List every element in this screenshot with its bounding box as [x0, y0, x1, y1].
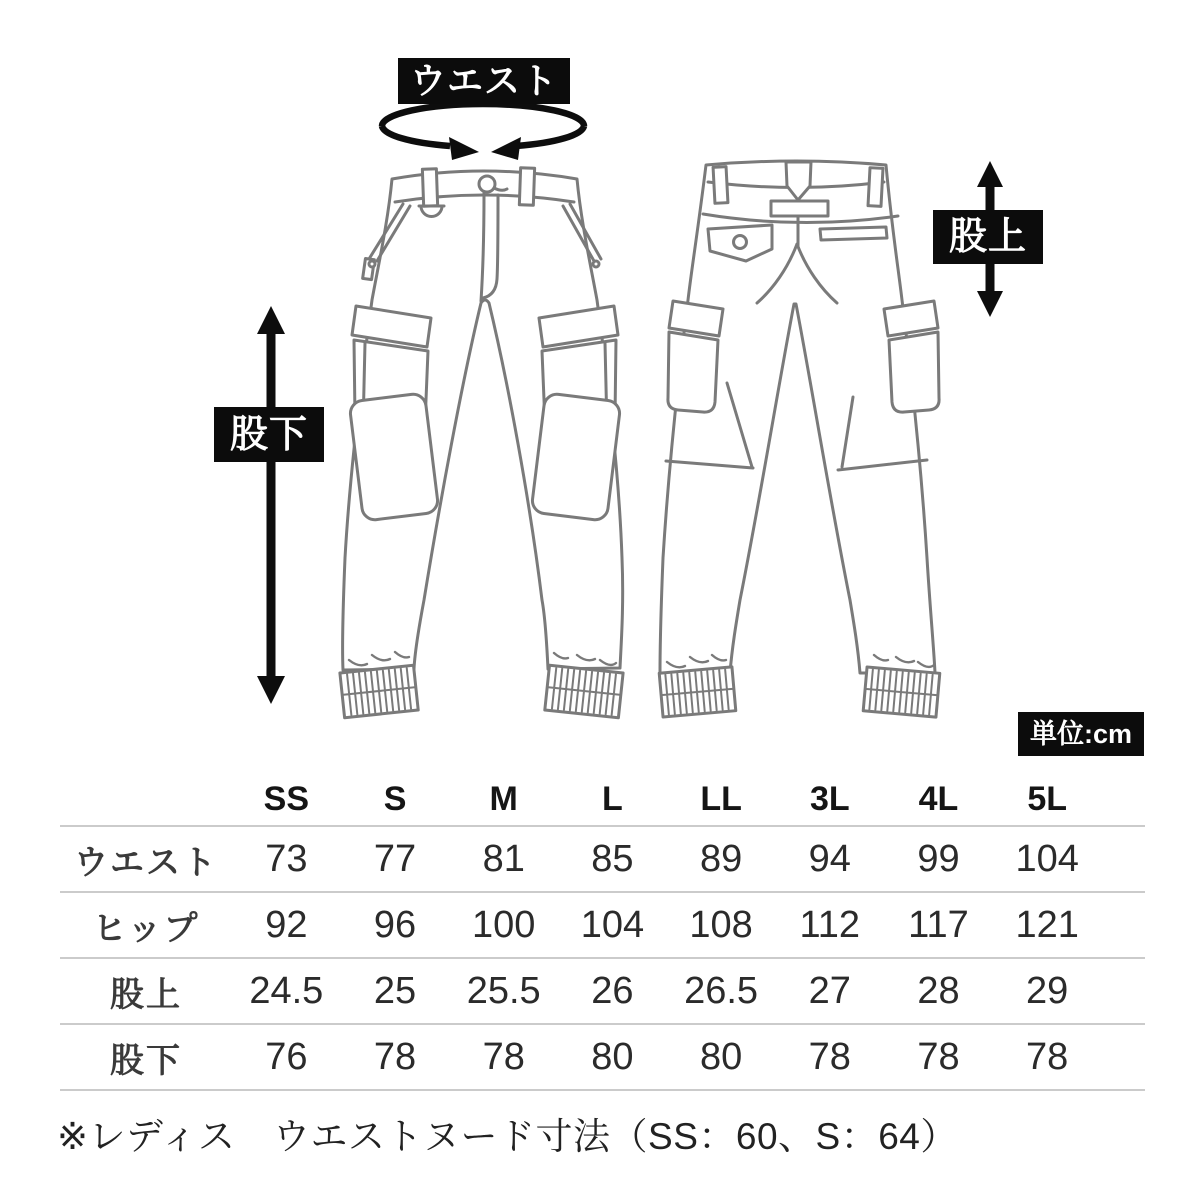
arrowhead-left-icon	[491, 137, 521, 160]
measurement-value: 80	[591, 1035, 634, 1078]
inseam-measure-arrow	[257, 306, 285, 704]
back-pants-drawing	[659, 161, 940, 717]
back-cargo-flap-right	[884, 301, 938, 336]
measurement-value: 26	[591, 969, 634, 1012]
measurement-value: 96	[373, 903, 417, 946]
brand-patch	[771, 201, 828, 216]
measurement-value: 24.5	[249, 969, 324, 1012]
measurement-value: 112	[799, 903, 861, 946]
measurement-value: 92	[265, 903, 308, 946]
measurement-value: 99	[917, 837, 960, 880]
measurement-value: 117	[908, 903, 969, 946]
knee-pocket-left	[349, 393, 439, 521]
arrowhead-up-icon	[977, 161, 1003, 187]
size-table-header-row	[60, 773, 1145, 825]
size-column-header: M	[489, 779, 518, 818]
measurement-value: 81	[482, 837, 525, 880]
size-column-header: 5L	[1027, 779, 1067, 818]
knee-pocket-right	[531, 393, 621, 521]
waist-button	[479, 176, 495, 192]
ribbed-cuff	[545, 665, 623, 717]
measurement-value: 78	[917, 1035, 960, 1078]
measurement-value: 26.5	[684, 969, 759, 1012]
measurement-value: 78	[1026, 1035, 1069, 1078]
row-label: 股下	[110, 1041, 182, 1080]
measurement-value: 27	[808, 969, 851, 1012]
welt-pocket	[820, 227, 887, 240]
measurement-value: 28	[917, 969, 960, 1012]
row-label: 股上	[110, 975, 182, 1014]
waist-measure-ellipse	[382, 104, 584, 160]
row-label: ヒップ	[92, 909, 200, 948]
back-belt-loop	[713, 167, 728, 204]
table-row-hip	[60, 891, 1145, 957]
arrowhead-down-icon	[977, 291, 1003, 317]
back-belt-loop	[868, 168, 883, 207]
measurement-value: 104	[580, 903, 645, 946]
size-column-header: 4L	[918, 779, 959, 818]
inseam-label-badge: 股下	[214, 407, 324, 462]
arrowhead-right-icon	[449, 137, 479, 160]
row-label: ウエスト	[74, 843, 218, 882]
ladies-size-footnote: ※レディス ウエストヌード寸法（SS：60、S：64）	[57, 1116, 958, 1157]
size-table	[60, 773, 1145, 1091]
front-pants-drawing	[340, 168, 623, 718]
table-row-inseam	[60, 1023, 1145, 1089]
arrowhead-up-icon	[257, 306, 285, 334]
measurement-value: 104	[1015, 837, 1079, 880]
measurement-value: 78	[482, 1035, 525, 1078]
front-belt-loop	[519, 168, 534, 205]
size-column-header: S	[383, 779, 407, 818]
back-pocket-button	[734, 236, 747, 249]
ribbed-cuff	[659, 667, 736, 717]
measurement-value: 25	[373, 969, 417, 1012]
measurement-value: 25.5	[466, 969, 541, 1012]
measurement-value: 80	[699, 1035, 743, 1078]
ribbed-cuff	[863, 667, 940, 717]
measurement-value: 121	[1015, 903, 1079, 946]
measurement-value: 73	[265, 837, 308, 880]
table-row-waist	[60, 825, 1145, 891]
measurement-value: 108	[689, 903, 753, 946]
measurement-value: 76	[265, 1035, 308, 1078]
table-row-rise	[60, 957, 1145, 1023]
measurement-value: 94	[808, 837, 851, 880]
arrowhead-down-icon	[257, 676, 285, 704]
measurement-value: 100	[472, 903, 536, 946]
measurement-value: 89	[699, 837, 743, 880]
back-cargo-pocket-left	[668, 332, 718, 412]
size-column-header: 3L	[809, 779, 850, 818]
back-cargo-flap-left	[669, 301, 723, 336]
measurement-value: 78	[373, 1035, 417, 1078]
ribbed-cuff	[340, 665, 418, 717]
size-column-header: L	[602, 779, 623, 818]
back-cargo-pocket-right	[889, 332, 939, 412]
measurement-value: 77	[373, 837, 417, 880]
size-column-header: SS	[263, 779, 310, 818]
unit-badge: 単位:cm	[1018, 712, 1144, 756]
front-belt-loop	[422, 169, 437, 206]
size-column-header: LL	[700, 779, 742, 818]
rise-label-badge: 股上	[933, 210, 1043, 264]
measurement-value: 78	[808, 1035, 851, 1078]
measurement-value: 29	[1026, 969, 1069, 1012]
waist-label-badge: ウエスト	[398, 58, 570, 104]
measurement-value: 85	[591, 837, 634, 880]
